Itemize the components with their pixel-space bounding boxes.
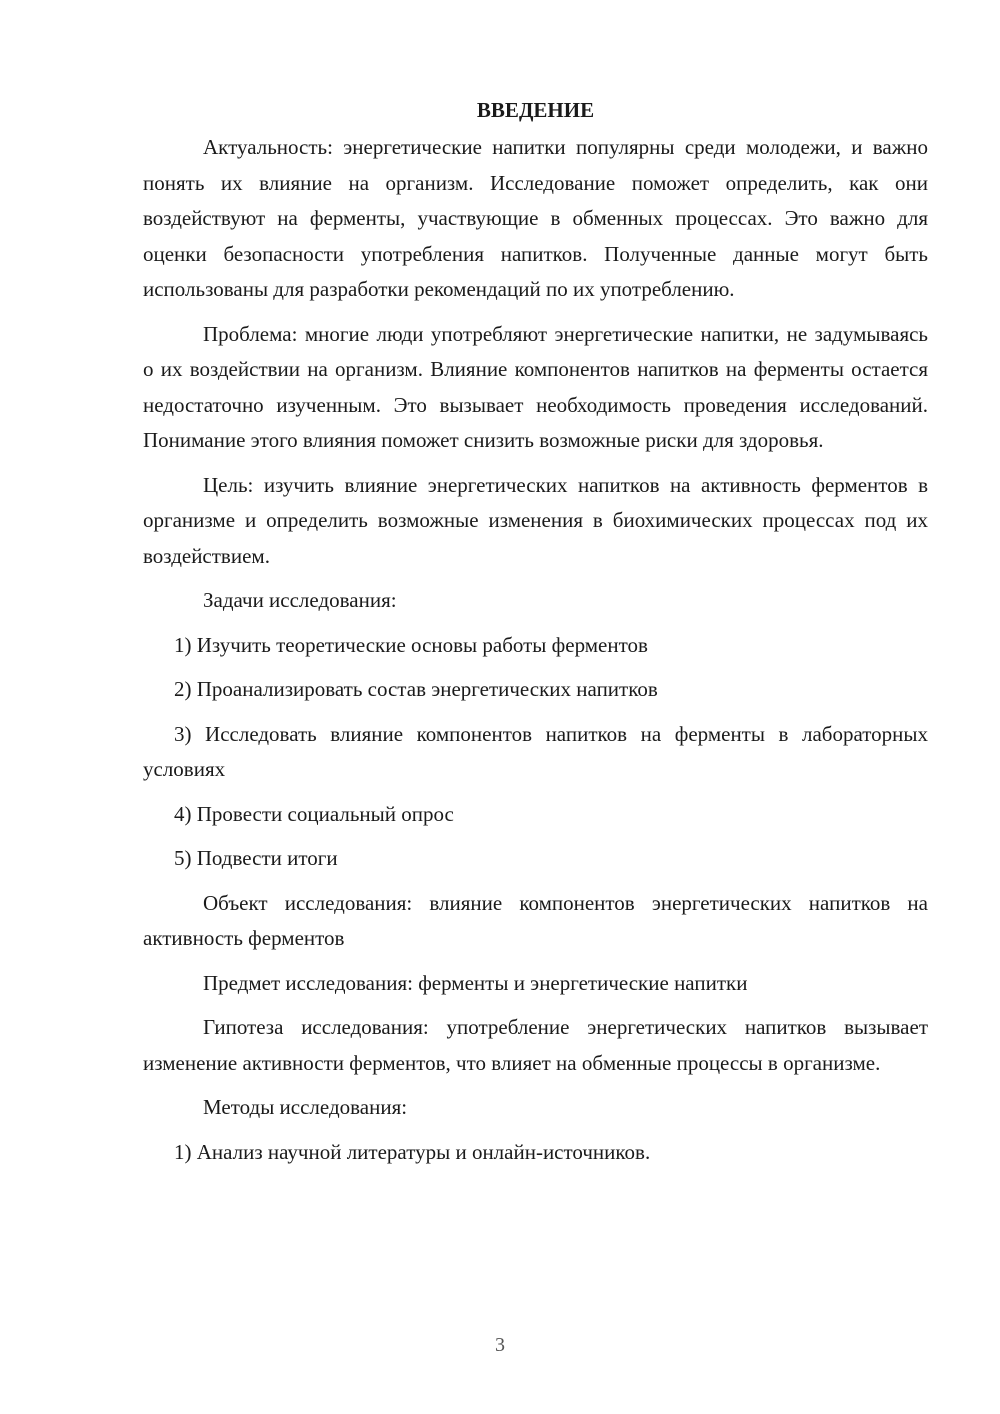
object-paragraph: Объект исследования: влияние компонентов энергетических напитков на активность ферментов [143, 890, 928, 950]
methods-heading: Методы исследования: [203, 1095, 408, 1119]
task-item-5: 5) Подвести итоги [174, 846, 338, 870]
task-item-4: 4) Провести социальный опрос [174, 801, 454, 826]
task-item-2: 2) Проанализировать состав энергетических напитков [174, 677, 658, 701]
goal-paragraph: Цель: изучить влияние энергетических напитков на активность ферментов в организме и определить возможные изменения в биохимических процессах под их воздействием. [143, 472, 928, 568]
subject-paragraph: Предмет исследования: ферменты и энергетические напитки [203, 970, 748, 995]
page-number: 3 [495, 1334, 505, 1356]
relevance-paragraph: Актуальность: энергетические напитки популярны среди молодежи, и важно понять их влияние на организм. Исследование поможет определить, как они воздействуют на ферменты, участвующие в обменных процессах. Это важно для оценки безопасности употребления напитков. Полученные данные могут быть использованы для разработки рекомендаций по их употреблению. [143, 135, 928, 301]
document-page [143, 95, 928, 1179]
problem-paragraph: Проблема: многие люди употребляют энергетические напитки, не задумываясь о их воздействии на организм. Влияние компонентов напитков на ферменты остается недостаточно изученным. Это вызывает необходимость проведения исследований. Понимание этого влияния поможет снизить возможные риски для здоровья. [143, 321, 928, 452]
method-item-1: 1) Анализ научной литературы и онлайн-источников. [174, 1139, 651, 1164]
hypothesis-paragraph: Гипотеза исследования: употребление энергетических напитков вызывает изменение активности ферментов, что влияет на обменные процессы в организме. [143, 1015, 928, 1075]
tasks-heading: Задачи исследования: [203, 588, 397, 612]
task-item-1: 1) Изучить теоретические основы работы ферментов [174, 632, 648, 657]
document-title: ВВЕДЕНИЕ [476, 98, 595, 122]
task-item-3: 3) Исследовать влияние компонентов напитков на ферменты в лабораторных условиях [143, 721, 928, 781]
